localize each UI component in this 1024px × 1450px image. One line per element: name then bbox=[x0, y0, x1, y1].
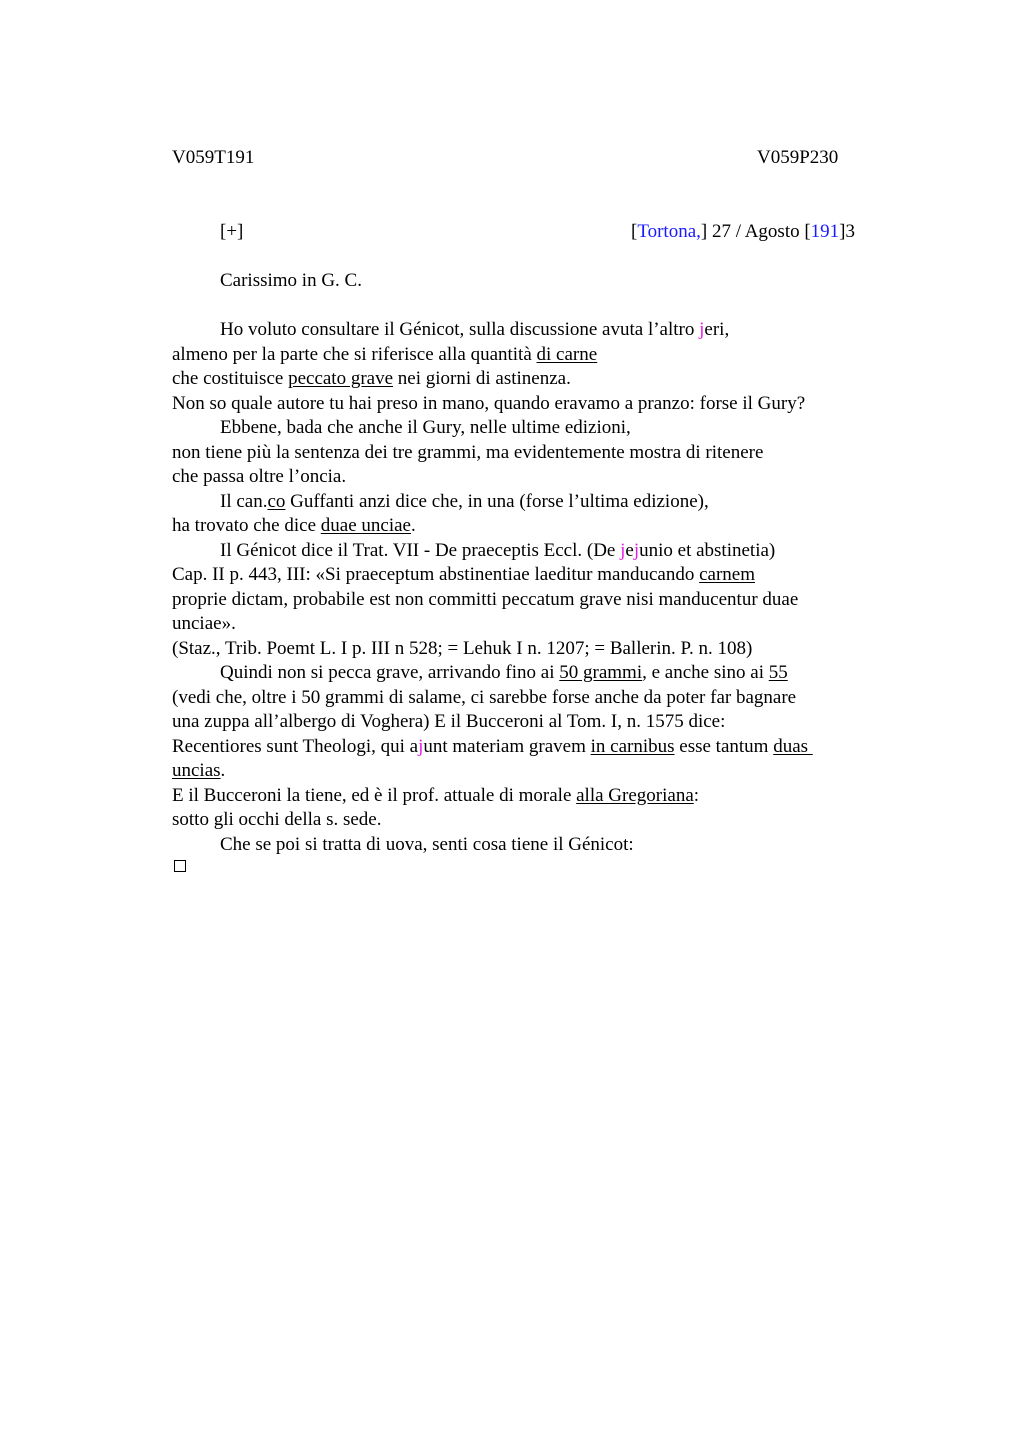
text-line: (vedi che, oltre i 50 grammi di salame, ci sarebbe forse anche da poter far bagnare bbox=[172, 686, 797, 708]
text-line: ha trovato che dice duae unciae. bbox=[172, 515, 416, 536]
date-place: Tortona, bbox=[637, 221, 701, 242]
text-line: Cap. II p. 443, III: «Si praeceptum abstinentiae laeditur manducando carnem bbox=[172, 564, 755, 585]
text-line: che passa oltre l’oncia. bbox=[172, 466, 347, 487]
text-line: una zuppa all’albergo di Voghera) E il Bucceroni al Tom. I, n. 1575 dice: bbox=[172, 711, 726, 732]
text-line: Non so quale autore tu hai preso in mano, quando eravamo a pranzo: forse il Gury? bbox=[172, 392, 806, 414]
text-line: sotto gli occhi della s. sede. bbox=[172, 809, 382, 830]
text-line: Che se poi si tratta di uova, senti cosa tiene il Génicot: bbox=[220, 833, 634, 855]
letter-body bbox=[172, 318, 872, 857]
text-line: non tiene più la sentenza dei tre grammi, ma evidentemente mostra di ritenere bbox=[172, 441, 764, 463]
document-code-left: V059T191 bbox=[172, 147, 255, 168]
text-line: unciae». bbox=[172, 613, 236, 634]
text-line: Ebbene, bada che anche il Gury, nelle ultime edizioni, bbox=[220, 417, 631, 438]
text-line: Quindi non si pecca grave, arrivando fino ai 50 grammi, e anche sino ai 55 bbox=[220, 662, 788, 683]
text-line: proprie dictam, probabile est non committi peccatum grave nisi manducentur duae bbox=[172, 588, 799, 610]
text-line: Il Génicot dice il Trat. VII - De praeceptis Eccl. (De jejunio et abstinetia) bbox=[220, 539, 776, 561]
cross-mark: [+] bbox=[220, 221, 244, 242]
salutation: Carissimo in G. C. bbox=[220, 270, 362, 291]
date-year-part: 191 bbox=[810, 221, 840, 242]
document-code-right: V059P230 bbox=[757, 147, 839, 168]
text-line: E il Bucceroni la tiene, ed è il prof. attuale di morale alla Gregoriana: bbox=[172, 784, 700, 806]
end-marker-box bbox=[174, 860, 186, 872]
text-line: Il can.co Guffanti anzi dice che, in una (forse l’ultima edizione), bbox=[220, 490, 709, 512]
text-line: Ho voluto consultare il Génicot, sulla discussione avuta l’altro jeri, bbox=[220, 319, 730, 340]
text-line: Recentiores sunt Theologi, qui ajunt materiam gravem in carnibus esse tantum duas bbox=[172, 735, 813, 757]
text-line: uncias. bbox=[172, 760, 226, 781]
text-line: (Staz., Trib. Poemt L. I p. III n 528; = Lehuk I n. 1207; = Ballerin. P. n. 108) bbox=[172, 637, 753, 659]
letter-date: [Tortona,] 27 / Agosto [191]3 bbox=[630, 221, 855, 242]
text-line: che costituisce peccato grave nei giorni di astinenza. bbox=[172, 368, 571, 389]
text-line: almeno per la parte che si riferisce alla quantità di carne bbox=[172, 343, 598, 365]
